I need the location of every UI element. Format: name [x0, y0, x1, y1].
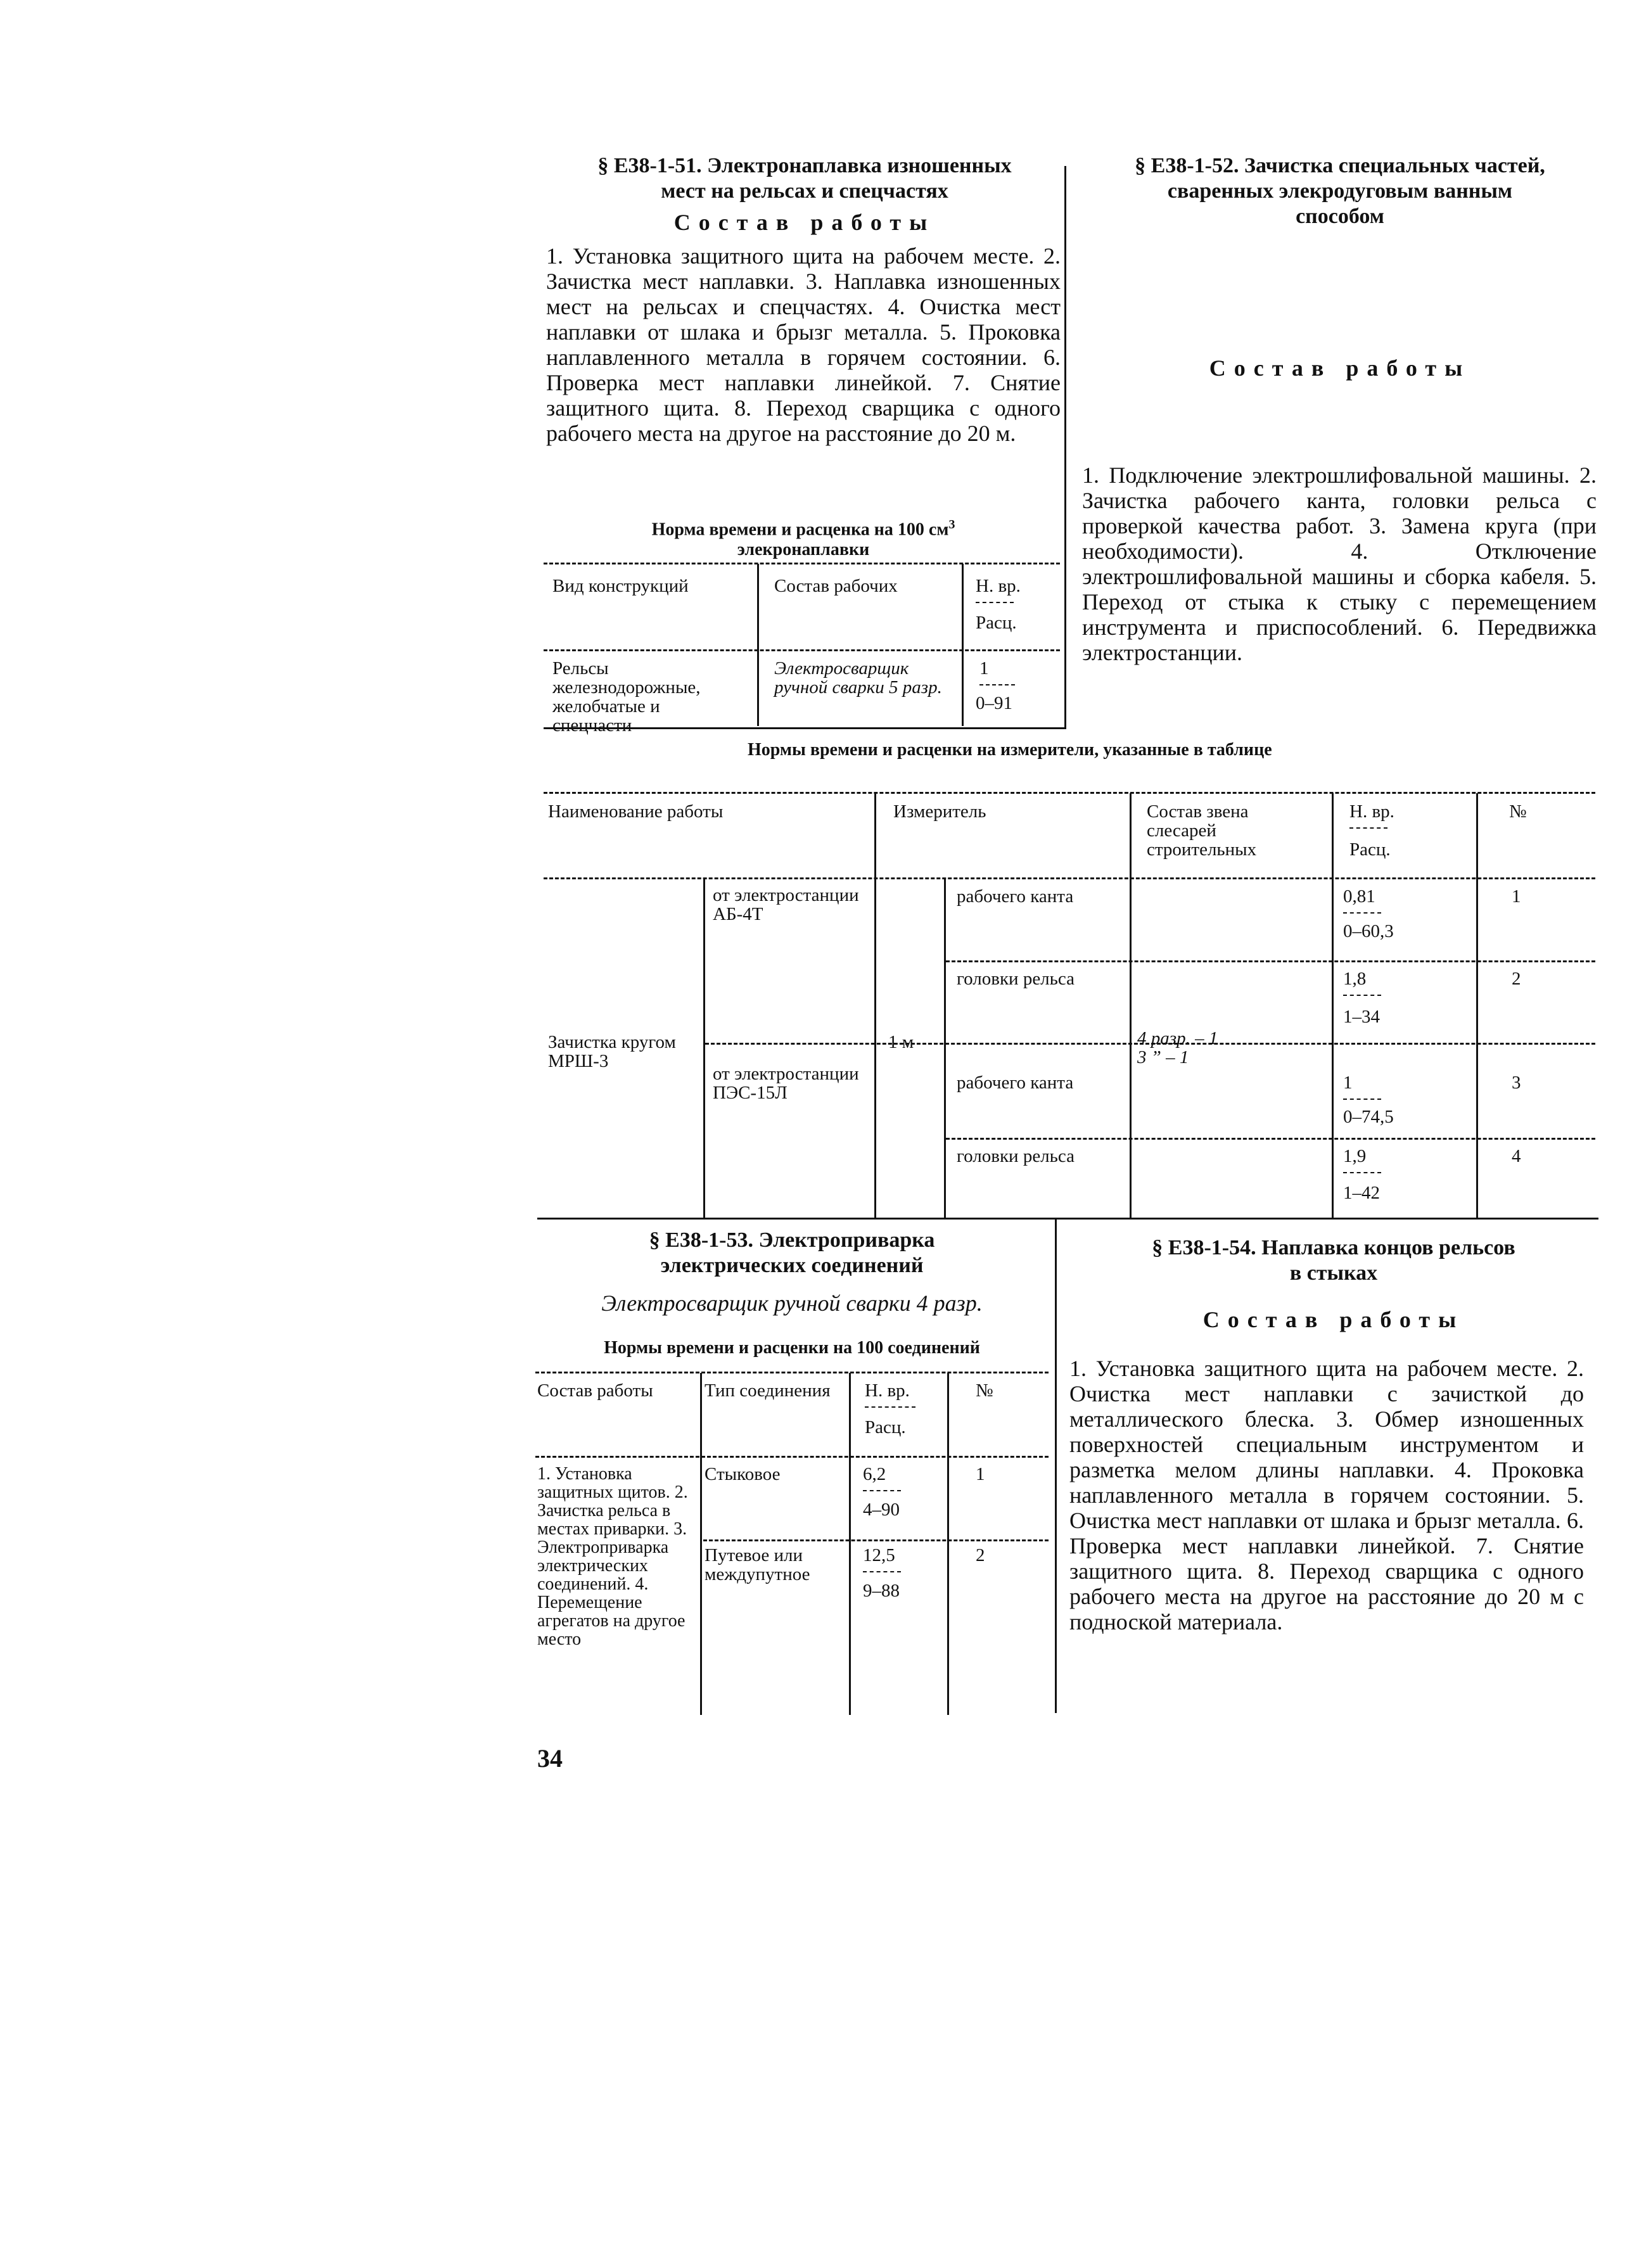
s51-header-workers: Состав рабочих [774, 576, 898, 596]
middle-row1-part: рабочего канта [957, 886, 1074, 907]
s51-header-construction: Вид конструкций [552, 576, 689, 596]
s53-header-num: № [976, 1380, 993, 1401]
s53-title [539, 1228, 1045, 1278]
s53-table-row-rule [703, 1539, 1049, 1541]
middle-divider-team [1130, 793, 1132, 1218]
s51-row-construction: Рельсы железнодорожные, желобчатые и спецчасти [552, 658, 701, 736]
s51-row-fraction-line [979, 684, 1015, 685]
middle-bottom-rule [537, 1218, 1598, 1220]
s53-norm-caption: Нормы времени и расценки на 100 соединений [604, 1338, 980, 1358]
s51-title-line2: мест на рельсах и спецчастях [661, 179, 948, 203]
s53-row1-fraction-line [863, 1490, 901, 1491]
middle-table-caption: Нормы времени и расценки на измерители, указанные в таблице [748, 740, 1272, 760]
middle-team [1137, 1029, 1327, 1067]
s53-row2-fraction-line [863, 1571, 901, 1572]
s51-header-fraction-line [976, 602, 1014, 603]
s53-title-line1: § E38-1-53. Электроприварка [649, 1228, 935, 1252]
middle-table-top-rule [544, 792, 1595, 794]
s53-composition: 1. Установка защитных щитов. 2. Зачистка рельса в местах приварки. 3. Электроприварка электрических соединений. 4. Перемещение агрегатов на другое место [537, 1464, 688, 1649]
middle-divider-num [1476, 793, 1478, 1218]
column-separator-top [1064, 166, 1066, 729]
middle-row3-num: 3 [1512, 1073, 1521, 1093]
middle-row1-fraction-line [1343, 912, 1381, 914]
middle-unit: 1 м [888, 1032, 914, 1052]
s53-title-line2: электрических соединений [660, 1254, 924, 1277]
middle-row3-time: 1 [1343, 1073, 1353, 1093]
s52-title [1083, 153, 1597, 229]
middle-row1-time: 0,81 [1343, 886, 1375, 907]
middle-table-header-rule [544, 877, 1595, 879]
middle-header-time: Н. вр. [1349, 801, 1394, 822]
middle-row4-part: головки рельса [957, 1146, 1075, 1166]
page-number: 34 [537, 1744, 563, 1773]
middle-divider-meter [874, 793, 876, 1218]
s54-title [1071, 1235, 1597, 1286]
middle-row4-time: 1,9 [1343, 1146, 1367, 1166]
s53-row2-time: 12,5 [863, 1545, 895, 1565]
s51-norm-caption-line1: Норма времени и расценка на 100 см [651, 519, 949, 540]
s51-row-workers: Электросварщик ручной сварки 5 разр. [774, 658, 942, 698]
middle-row1-num: 1 [1512, 886, 1521, 907]
s53-header-type: Тип соединения [705, 1380, 831, 1401]
middle-row3-fraction-line [1343, 1099, 1381, 1100]
s51-row-rate: 0–91 [976, 693, 1012, 713]
middle-row4-fraction-line [1343, 1172, 1381, 1173]
s53-row1-type: Стыковое [705, 1464, 781, 1484]
middle-header-work: Наименование работы [548, 801, 724, 822]
middle-row2-rate: 1–34 [1343, 1007, 1380, 1027]
middle-row2-part: головки рельса [957, 969, 1075, 989]
s53-divider-1 [700, 1373, 702, 1715]
s53-row2-rate: 9–88 [863, 1581, 900, 1601]
middle-row-rule-3 [946, 1138, 1595, 1140]
s53-header-rate: Расц. [865, 1417, 906, 1437]
s51-table-divider-2 [962, 564, 964, 726]
s52-title-line1: § E38-1-52. Зачистка специальных частей, [1135, 154, 1545, 177]
middle-divider-time [1332, 793, 1334, 1218]
s51-title-line1: § E38-1-51. Электронаплавка изношенных [597, 154, 1012, 177]
column-separator-bottom [1055, 1219, 1057, 1713]
s51-title [545, 153, 1064, 204]
s53-table-top-rule [535, 1372, 1049, 1373]
s53-row2-type: Путевое или междупутное [705, 1545, 810, 1584]
s54-title-line1: § E38-1-54. Наплавка концов рельсов [1152, 1236, 1515, 1259]
middle-row3-rate: 0–74,5 [1343, 1107, 1394, 1127]
s53-divider-3 [947, 1373, 949, 1715]
middle-source-2: от электростанции ПЭС-15Л [713, 1064, 859, 1103]
s53-row1-rate: 4–90 [863, 1500, 900, 1520]
s54-composition-heading: Состав работы [1202, 1307, 1465, 1332]
s53-header-composition: Состав работы [537, 1380, 653, 1401]
s53-divider-2 [849, 1373, 851, 1715]
middle-row3-part: рабочего канта [957, 1073, 1074, 1093]
s53-header-fraction-line [865, 1406, 915, 1408]
middle-divider-source [703, 879, 705, 1218]
s51-bottom-rule [544, 727, 1066, 729]
middle-row2-num: 2 [1512, 969, 1521, 989]
s51-header-time: Н. вр. [976, 576, 1021, 596]
middle-row2-time: 1,8 [1343, 969, 1367, 989]
s52-composition-text: 1. Подключение электрошлифовальной машины. 2. Зачистка рабочего канта, головки рельса с проверкой качества работ. 3. Замена круга (при необходимости). 4. Отключение электрошлифовальной машины и сборка кабеля. 5. Переход от стыка к стыку с перемещением инструмента и приспособлений. 6. Передвижка электростанции. [1082, 462, 1597, 665]
middle-divider-unit [944, 879, 946, 1218]
s53-row2-num: 2 [976, 1545, 985, 1565]
middle-row2-fraction-line [1343, 995, 1381, 996]
middle-header-num: № [1509, 801, 1527, 822]
s54-title-line2: в стыках [1289, 1261, 1378, 1285]
s51-row-time: 1 [979, 658, 989, 678]
s53-header-time: Н. вр. [865, 1380, 910, 1401]
middle-header-rate: Расц. [1349, 839, 1391, 860]
s51-norm-caption [546, 514, 1061, 560]
middle-header-meter: Измеритель [893, 801, 986, 822]
s51-table-top-rule [544, 563, 1060, 564]
s51-header-rate: Расц. [976, 613, 1017, 633]
s53-row1-num: 1 [976, 1464, 985, 1484]
s51-composition-text: 1. Установка защитного щита на рабочем месте. 2. Зачистка мест наплавки. 3. Наплавка изношенных мест на рельсах и спецчастях. 4. Очистка мест наплавки от шлака и брызг металла. 5. Проковка наплавленного металла в горячем состоянии. 6. Проверка мест наплавки линейкой. 7. Снятие защитного щита. 8. Переход сварщика с одного рабочего места на другое на расстояние до 20 м. [546, 243, 1061, 446]
middle-row-rule-1 [946, 960, 1595, 962]
s51-norm-caption-line2: элекронаплавки [737, 540, 870, 560]
middle-source-1: от электростанции АБ-4Т [713, 885, 859, 924]
middle-header-fraction-line [1349, 827, 1387, 829]
s51-composition-heading: Состав работы [673, 210, 936, 235]
s51-norm-caption-sup: 3 [948, 518, 955, 532]
middle-team-line1: 4 разр. – 1 [1137, 1028, 1218, 1048]
s53-worker: Электросварщик ручной сварки 4 разр. [601, 1290, 983, 1316]
middle-row4-num: 4 [1512, 1146, 1521, 1166]
s54-composition-text: 1. Установка защитного щита на рабочем месте. 2. Очистка мест наплавки с зачисткой до металлического блеска. 3. Обмер изношенных поверхностей специальным инструментом и разметка мелом длины наплавки. 4. Проковка наплавленного металла в горячем состоянии. 5. Очистка мест наплавки от шлака и брызг металла. 6. Проверка мест наплавки линейкой. 7. Снятие защитного щита. 8. Переход сварщика с одного рабочего места на другое на расстояние до 20 м с подноской материала. [1069, 1356, 1584, 1634]
s51-table-divider-1 [757, 564, 759, 726]
middle-row1-rate: 0–60,3 [1343, 921, 1394, 941]
s53-row1-time: 6,2 [863, 1464, 886, 1484]
s52-title-line3: способом [1296, 205, 1384, 228]
s51-table-header-rule [544, 649, 1060, 651]
middle-row4-rate: 1–42 [1343, 1183, 1380, 1203]
middle-header-team: Состав звена слесарей строительных [1147, 801, 1257, 860]
middle-work-name: Зачистка кругом МРШ-3 [548, 1032, 676, 1071]
s52-composition-heading: Состав работы [1209, 355, 1471, 381]
s53-table-header-rule [535, 1456, 1049, 1458]
middle-team-line2: 3 ” – 1 [1137, 1047, 1189, 1067]
s52-title-line2: сваренных элекродуговым ванным [1167, 179, 1513, 203]
